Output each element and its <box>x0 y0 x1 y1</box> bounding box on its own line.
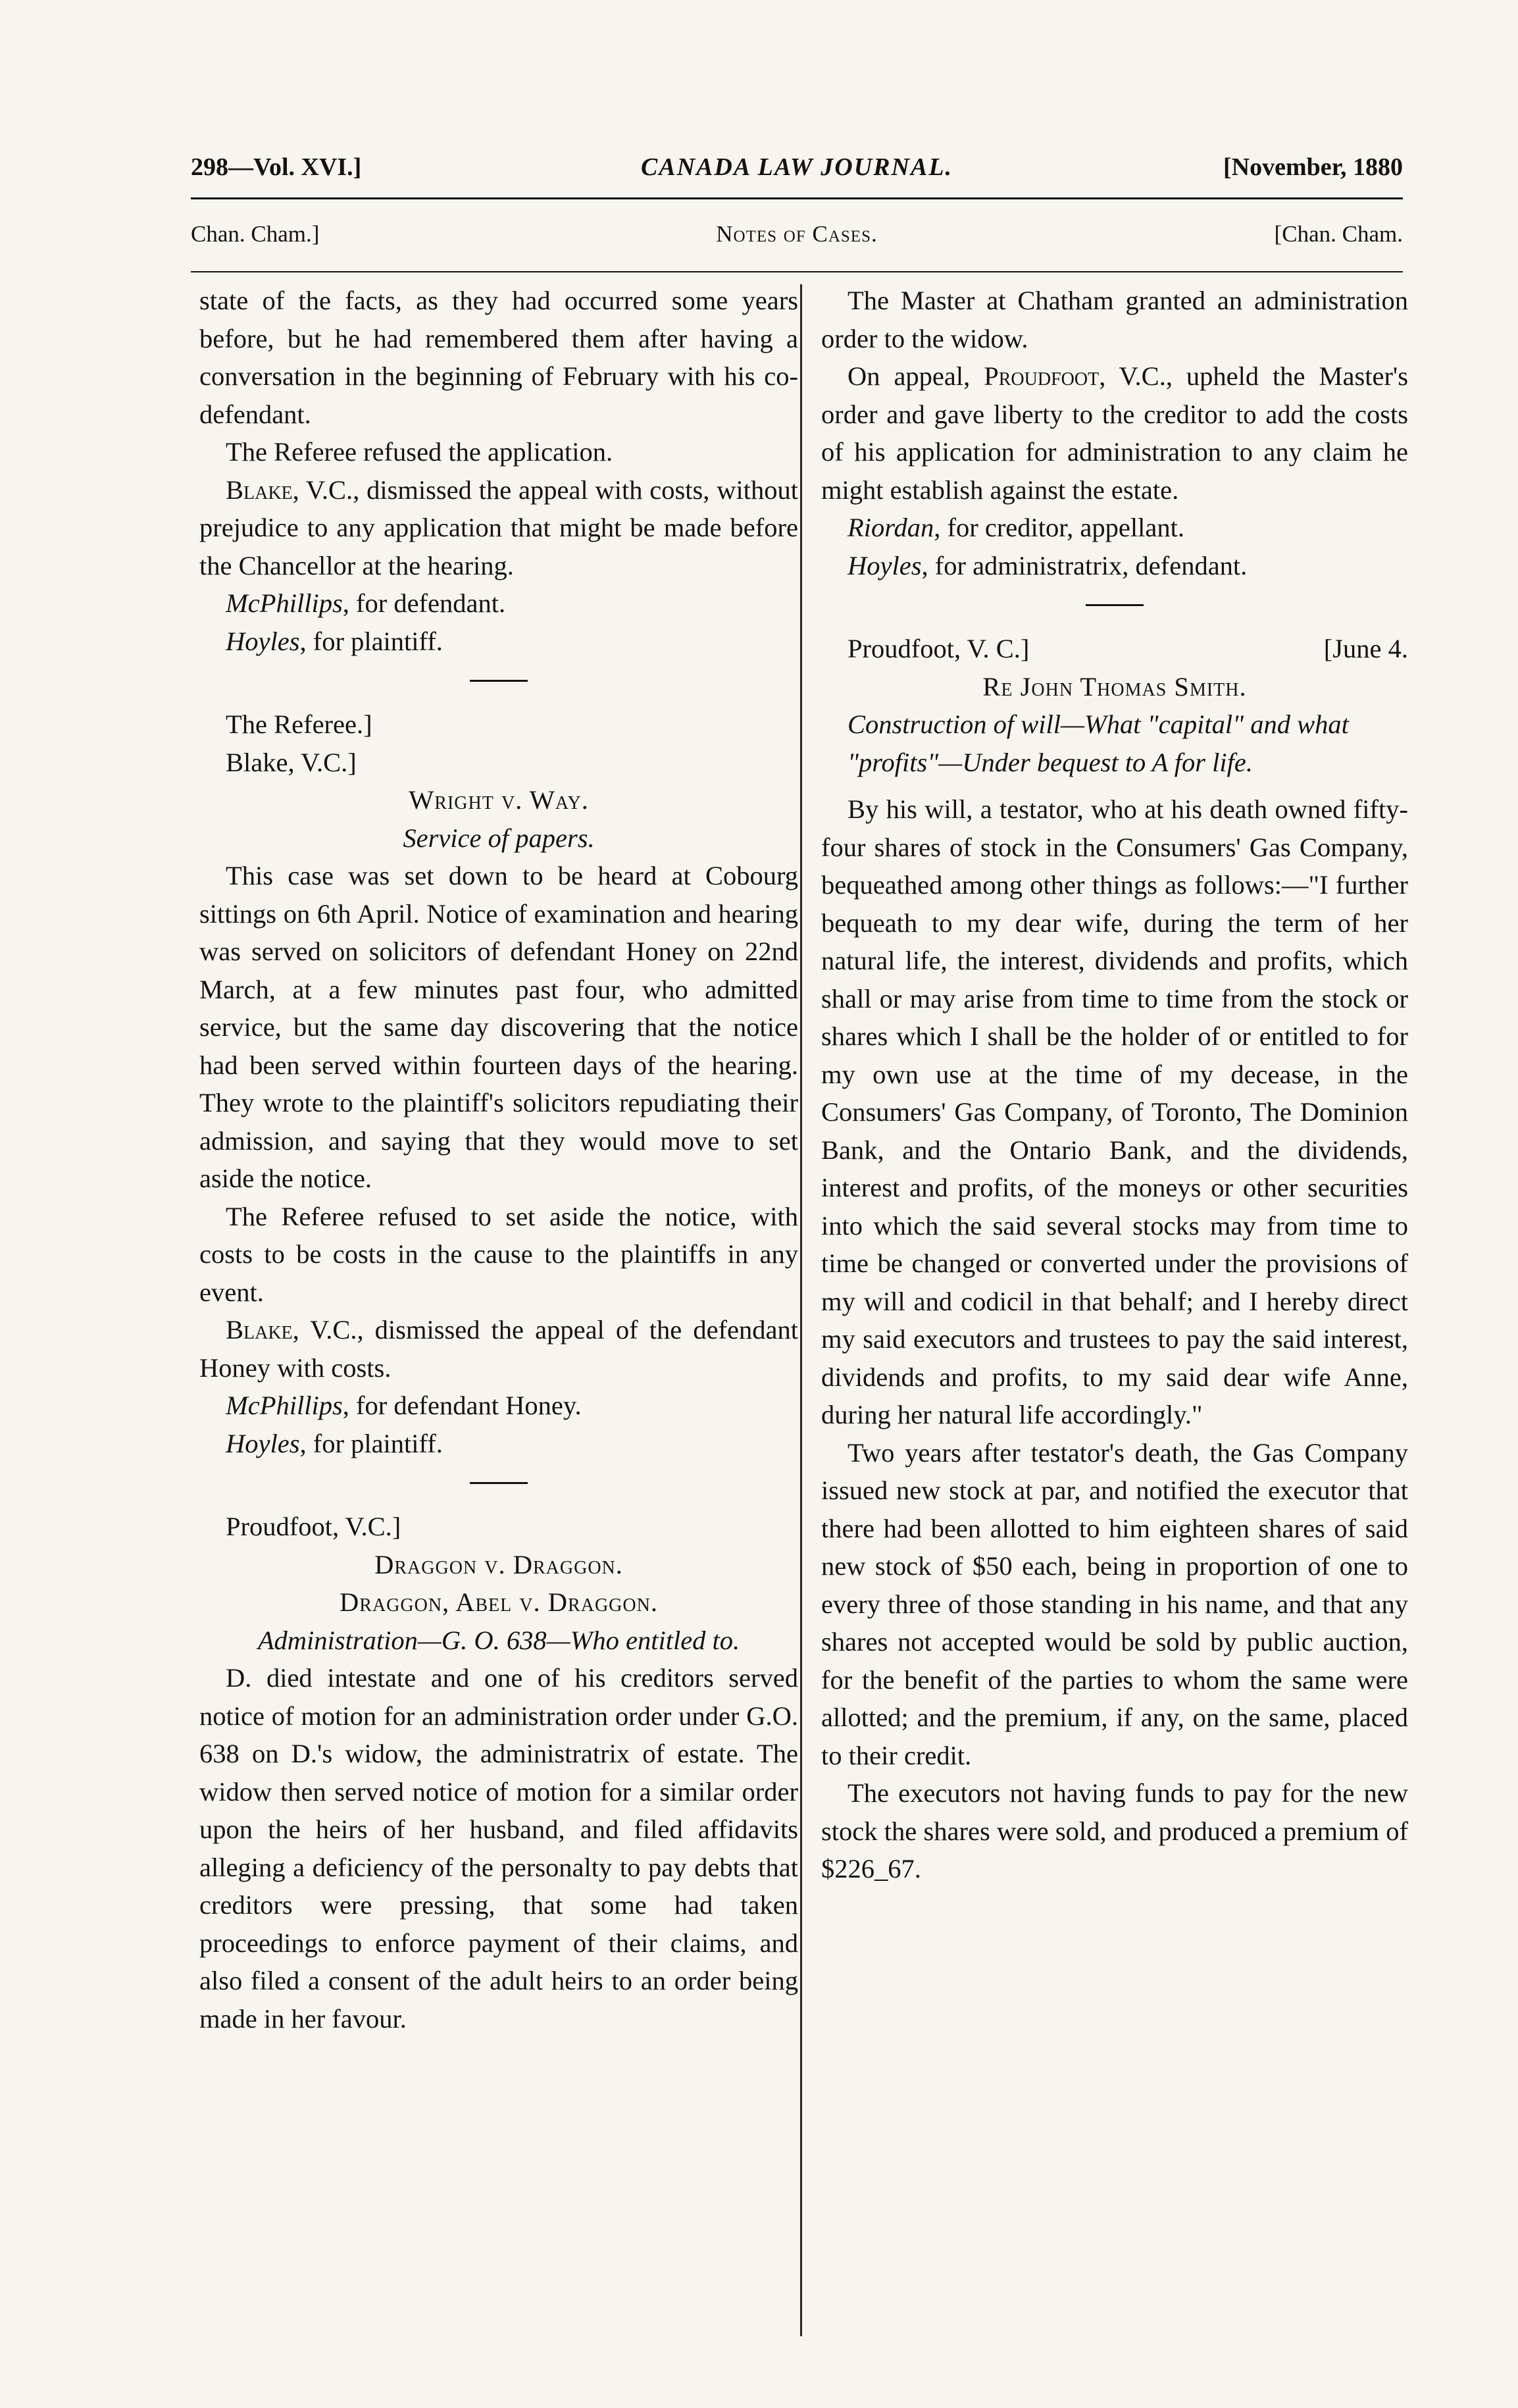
counsel-line <box>821 547 1408 585</box>
header-rule <box>191 197 1403 199</box>
counsel-role: , for defendant Honey. <box>342 1391 582 1420</box>
case-separator <box>470 1482 528 1484</box>
counsel-role: , for administratrix, defendant. <box>921 550 1248 580</box>
counsel-line <box>821 509 1408 547</box>
paragraph-text: On appeal, <box>848 361 984 391</box>
counsel-role: , for creditor, appellant. <box>934 513 1184 542</box>
journal-title: CANADA LAW JOURNAL. <box>640 153 953 181</box>
case-separator <box>1086 604 1144 606</box>
paragraph: Two years after testator's death, the Gas Company issued new stock at par, and notified the executor that there had been allotted to him eighteen shares of said new stock of $50 each, being in proportion of one to every three of those standing in his name, and that any shares not accepted would be sold by public auction, for the benefit of the parties to whom the same were allotted; and the premium, if any, on the same, placed to their credit. <box>821 1437 1408 1770</box>
right-column <box>821 282 1408 1888</box>
section-head <box>191 221 1403 254</box>
counsel-name: Riordan <box>848 513 934 542</box>
case-title: Wright v. Way. <box>409 785 589 815</box>
case-separator <box>470 680 528 682</box>
running-head <box>191 153 1403 192</box>
section-court-left: Chan. Cham.] <box>191 221 320 247</box>
case-title-secondary: Draggon, Abel v. Draggon. <box>340 1587 658 1617</box>
paragraph-text: , V.C., dismissed the appeal with costs, without prejudice to any application that might be made before the Chancellor at the hearing. <box>199 474 798 580</box>
paragraph: The executors not having funds to pay for the new stock the shares were sold, and produced a premium of $226_67. <box>821 1778 1408 1883</box>
counsel-name: McPhillips <box>226 1391 343 1420</box>
section-court-right: [Chan. Cham. <box>1274 221 1403 247</box>
section-title: Notes of Cases. <box>716 221 878 247</box>
counsel-name: Hoyles <box>226 626 300 656</box>
paragraph: This case was set down to be heard at Cobourg sittings on 6th April. Notice of examination and hearing was served on solicitors of defendant Honey on 22nd March, at a few minutes past four, who admitted service, but the same day discovering that the notice had been served within fourteen days of the hearing. They wrote to the plaintiff's solicitors repudiating their admission, and saying that they would move to set aside the notice. <box>199 861 798 1193</box>
case-subtitle: Service of papers. <box>403 823 595 853</box>
issue-date: [November, 1880 <box>1223 153 1403 181</box>
counsel-role: , for plaintiff. <box>299 1428 443 1458</box>
paragraph <box>199 1311 798 1387</box>
court-label: Blake, V.C.] <box>226 747 357 777</box>
paragraph: By his will, a testator, who at his death owned fifty-four shares of stock in the Consumers' Gas Company, bequeathed among other things as follows:—"I further bequeath to my dear wife, during the term of her natural life, the interest, dividends and profits, which shall or may arise from time to time from the stock or shares which I shall be the holder of or entitled to for my own use at the time of my decease, in the Consumers' Gas Company, of Toronto, The Dominion Bank, and the Ontario Bank, and the dividends, interest and profits, of the moneys or other securities into which the said several stocks may from time to time be changed or converted under the provisions of my will and codicil in that behalf; and I hereby direct my said executors and trustees to pay the said interest, dividends and profits, to my said dear wife Anne, during her natural life accordingly." <box>821 794 1408 1429</box>
left-column <box>199 282 798 2037</box>
judge-name: Proudfoot <box>984 361 1100 391</box>
paragraph-text: , V.C., upheld the Master's order and gave liberty to the creditor to add the costs of his application for administration to any claim he might establish against the estate. <box>821 361 1408 505</box>
paragraph <box>199 471 798 585</box>
case-headnote: Administration—G. O. 638—Who entitled to. <box>257 1625 740 1655</box>
court-line <box>821 630 1408 668</box>
counsel-line <box>199 584 798 623</box>
paragraph: The Referee refused to set aside the notice, with costs to be costs in the cause to the plaintiffs in any event. <box>199 1201 798 1307</box>
section-rule <box>191 271 1403 272</box>
counsel-line <box>199 1425 798 1463</box>
page-number-volume: 298—Vol. XVI.] <box>191 153 362 181</box>
counsel-role: , for plaintiff. <box>299 626 443 656</box>
paragraph <box>821 357 1408 509</box>
counsel-name: Hoyles <box>848 550 922 580</box>
paragraph: The Referee refused the application. <box>226 437 613 467</box>
counsel-line <box>199 1387 798 1425</box>
judge-name: Blake <box>226 1315 293 1345</box>
case-title: Re John Thomas Smith. <box>982 671 1247 702</box>
court-label: The Referee.] <box>226 709 372 739</box>
paragraph: The Master at Chatham granted an administration order to the widow. <box>821 286 1408 353</box>
court-label: Proudfoot, V. C.] <box>848 634 1030 663</box>
column-divider <box>800 284 802 2336</box>
judge-name: Blake <box>226 474 293 505</box>
paragraph: state of the facts, as they had occurred some years before, but he had remembered them after having a conversation in the beginning of February with his co-defendant. <box>199 286 798 429</box>
counsel-name: McPhillips <box>226 588 343 618</box>
case-headnote: Construction of will—What "capital" and what "profits"—Under bequest to A for life. <box>848 709 1349 777</box>
counsel-name: Hoyles <box>226 1428 300 1458</box>
case-title: Draggon v. Draggon. <box>374 1549 623 1579</box>
counsel-role: , for defendant. <box>342 588 506 618</box>
paragraph-text: , V.C., dismissed the appeal of the defendant Honey with costs. <box>199 1315 798 1383</box>
paragraph: D. died intestate and one of his creditors served notice of motion for an administration order under G.O. 638 on D.'s widow, the administratrix of estate. The widow then served notice of motion for a similar order upon the heirs of her husband, and filed affidavits alleging a deficiency of the personalty to pay debts that creditors were pressing, that some had taken proceedings to enforce payment of their claims, and also filed a consent of the adult heirs to an order being made in her favour. <box>199 1663 798 2034</box>
decision-date: [June 4. <box>1323 634 1408 663</box>
court-label: Proudfoot, V.C.] <box>226 1512 401 1541</box>
counsel-line <box>199 623 798 661</box>
